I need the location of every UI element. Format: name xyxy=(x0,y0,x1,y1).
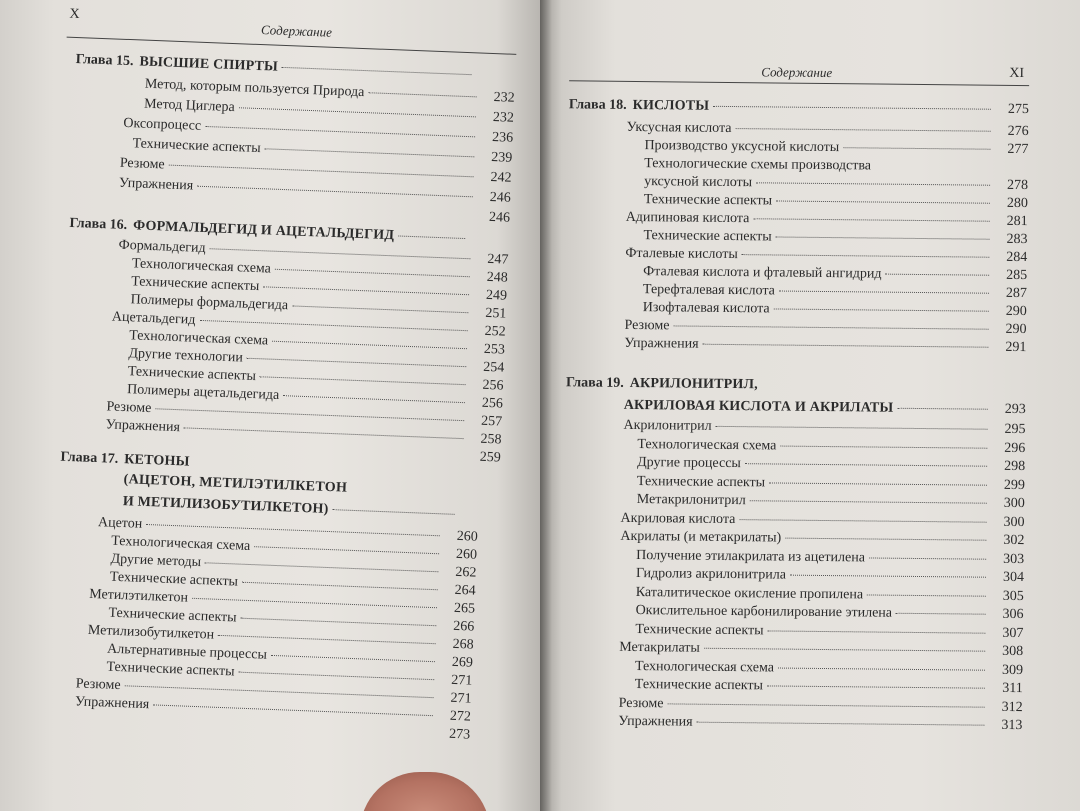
toc-entry-page: 313 xyxy=(1001,717,1023,734)
toc-entry-page: 246 xyxy=(488,209,511,226)
leader-dots xyxy=(745,463,987,467)
toc-entry-page: 311 xyxy=(1002,680,1023,697)
leader-dots xyxy=(272,341,467,349)
toc-entry-page: 278 xyxy=(1007,177,1029,194)
toc-entry-title: Резюме xyxy=(624,317,670,334)
toc-entry-title: уксусной кислоты xyxy=(644,174,753,191)
toc-entry-page: 308 xyxy=(1002,643,1024,660)
right-page-content xyxy=(540,0,1080,811)
toc-entry-title: Ацетон xyxy=(97,515,143,532)
leader-dots xyxy=(875,167,990,168)
toc-entry xyxy=(619,694,1023,715)
toc-entry xyxy=(636,565,1024,586)
toc-entry-title: Резюме xyxy=(618,695,664,711)
running-head xyxy=(540,0,1080,82)
leader-dots xyxy=(146,524,440,536)
toc-entry-title: Метод Циглера xyxy=(143,96,236,116)
toc-entry xyxy=(637,454,1025,475)
toc-entry-title: Каталитическое окисление пропилена xyxy=(635,584,864,602)
toc-entry-page: 281 xyxy=(1006,213,1028,230)
toc-entry xyxy=(618,713,1022,734)
toc-entry-page: 272 xyxy=(449,708,472,725)
toc-entry-title: Производство уксусной кислоты xyxy=(644,138,840,156)
chapter-title-line-2: АКРИЛОВАЯ КИСЛОТА И АКРИЛАТЫ 293 xyxy=(623,397,1026,418)
leader-dots xyxy=(769,482,987,485)
toc-entry-page: 253 xyxy=(483,341,506,358)
leader-dots xyxy=(716,426,988,430)
leader-dots xyxy=(332,509,454,515)
toc-entry-title: Резюме xyxy=(75,676,121,694)
toc-entry-page: 290 xyxy=(1005,303,1027,320)
leader-dots xyxy=(254,546,439,554)
toc-entry-page: 287 xyxy=(1005,285,1028,302)
leader-dots xyxy=(260,376,466,385)
header-rule xyxy=(67,37,517,55)
toc-entry-page: 273 xyxy=(448,726,471,743)
gutter-shadow xyxy=(540,0,552,811)
leader-dots xyxy=(368,92,476,97)
toc-entry-page: 309 xyxy=(1001,662,1024,678)
toc-entry-page: 312 xyxy=(1001,699,1023,715)
leader-dots xyxy=(742,254,990,258)
toc-entry-title: Технические аспекты xyxy=(109,569,239,590)
toc-entry-page: 232 xyxy=(493,90,515,106)
toc-entry-title: Получение этилакрилата из ацетилена xyxy=(636,547,866,565)
toc-entry-page: 246 xyxy=(489,189,512,206)
leader-dots xyxy=(242,582,438,591)
chapter-title: КЕТОНЫ xyxy=(123,452,190,470)
toc-entry-page: 256 xyxy=(482,377,504,394)
toc-entry-page: 249 xyxy=(485,287,508,304)
leader-dots xyxy=(703,344,989,348)
toc-entry-title: Полимеры ацетальдегида xyxy=(126,382,280,404)
toc-entry-title: Оксопроцесс xyxy=(123,115,202,134)
toc-entry-page: 236 xyxy=(491,129,514,146)
toc-entry-title: Технические аспекты xyxy=(106,659,235,680)
leader-dots xyxy=(218,635,436,644)
leader-dots xyxy=(247,358,466,367)
toc-entry-page: 295 xyxy=(1004,421,1026,438)
toc-entry-page: 260 xyxy=(456,528,479,545)
toc-entry xyxy=(635,676,1023,697)
leader-dots xyxy=(753,218,989,221)
chapter-title: ФОРМАЛЬДЕГИД И АЦЕТАЛЬДЕГИД xyxy=(132,218,395,244)
toc-entry-title: Акрилаты (и метакрилаты) xyxy=(620,528,782,546)
leader-dots xyxy=(756,182,990,185)
running-title: Содержание xyxy=(260,22,333,40)
toc-entry xyxy=(636,584,1024,605)
leader-dots xyxy=(282,67,472,75)
leader-dots xyxy=(241,618,437,627)
toc-entry-page: 300 xyxy=(1003,495,1025,512)
leader-dots xyxy=(74,202,472,217)
right-page xyxy=(540,0,1080,811)
toc-chapter-15 xyxy=(75,51,475,83)
leader-dots xyxy=(869,557,986,559)
toc-entry-title: Акрилонитрил xyxy=(623,417,712,434)
toc-entry-page: 280 xyxy=(1006,195,1028,212)
toc-entry xyxy=(635,621,1023,642)
page-ref: 293 xyxy=(1004,401,1026,418)
toc-entry-page: 262 xyxy=(455,564,477,581)
toc-entry-page: 239 xyxy=(491,149,513,166)
leader-dots xyxy=(238,672,434,681)
leader-dots xyxy=(263,286,469,295)
toc-entry-page: 291 xyxy=(1005,339,1027,356)
toc-entry-title: Метилэтилкетон xyxy=(88,586,189,606)
toc-entry-title: Технологическая схема xyxy=(111,533,251,555)
leader-dots xyxy=(239,107,476,117)
toc-entry-page: 232 xyxy=(492,110,515,126)
toc-entry-page: 251 xyxy=(485,305,507,322)
toc-entry-title: Акриловая кислота xyxy=(620,510,736,527)
toc-chapter-19 xyxy=(566,374,866,394)
leader-dots xyxy=(271,655,435,662)
toc-entry xyxy=(620,509,1024,530)
leader-dots xyxy=(205,126,475,137)
toc-entry-title: Упражнения xyxy=(118,175,194,194)
toc-entry xyxy=(636,602,1024,623)
toc-entry-page: 257 xyxy=(480,413,503,430)
chapter-label: Глава 17. xyxy=(60,449,119,467)
leader-dots xyxy=(697,722,985,726)
toc-entry-title: Окислительное карбонилирование этилена xyxy=(635,603,893,621)
chapter-label: Глава 15. xyxy=(75,51,134,70)
toc-entry-title: Метакрилаты xyxy=(619,639,700,656)
toc-entry xyxy=(619,639,1023,660)
page-number: XI xyxy=(1009,65,1025,82)
leader-dots xyxy=(275,269,470,277)
chapter-label: Глава 18. xyxy=(568,97,627,113)
toc-entry-page: 296 xyxy=(1004,440,1026,456)
page-ref: 275 xyxy=(1007,101,1029,118)
leader-dots xyxy=(292,305,468,313)
toc-entry-page: 254 xyxy=(482,359,505,376)
toc-entry-page: 277 xyxy=(1007,141,1029,158)
leader-dots xyxy=(192,598,437,608)
leader-dots xyxy=(704,648,985,652)
toc-entry-page: 306 xyxy=(1002,606,1024,623)
leader-dots xyxy=(184,427,464,439)
toc-entry-title: Технические аспекты xyxy=(643,228,772,245)
toc-entry-page: 265 xyxy=(453,600,476,617)
leader-dots xyxy=(790,575,986,578)
toc-entry xyxy=(624,335,1026,356)
toc-entry-title: Терефталевая кислота xyxy=(642,282,775,299)
toc-entry-title: Другие технологии xyxy=(128,346,244,366)
leader-dots xyxy=(750,500,987,503)
chapter-title: ВЫСШИЕ СПИРТЫ xyxy=(139,54,279,75)
toc-entry-title: Метилизобутилкетон xyxy=(87,622,215,643)
toc-entry-title: Адипиновая кислота xyxy=(625,209,750,227)
toc-entry-title: Уксусная кислота xyxy=(626,119,732,137)
toc-entry-title: Метод, которым пользуется Природа xyxy=(144,76,365,101)
toc-entry-title: Технологическая схема xyxy=(634,658,775,675)
toc-entry-page: 269 xyxy=(451,654,474,671)
toc-entry-title: Упражнения xyxy=(624,335,699,352)
toc-entry-title: Технические аспекты xyxy=(643,192,773,209)
leader-dots xyxy=(776,236,990,239)
toc-entry-page: 298 xyxy=(1004,458,1026,475)
toc-entry-title: Резюме xyxy=(106,399,152,417)
toc-entry-page: 268 xyxy=(452,636,474,653)
leader-dots xyxy=(197,186,473,198)
toc-entry-page: 258 xyxy=(480,431,502,448)
toc-entry-page: 283 xyxy=(1006,231,1028,248)
leader-dots xyxy=(776,200,990,203)
toc-entry-page: 307 xyxy=(1002,625,1024,641)
leader-dots xyxy=(843,147,990,150)
toc-entry-title: Технологические схемы производства xyxy=(644,156,872,174)
toc-entry-page: 271 xyxy=(450,690,472,707)
leader-dots xyxy=(265,148,475,157)
chapter-label: Глава 16. xyxy=(69,215,128,234)
toc-entry-title: Резюме xyxy=(119,155,165,173)
toc-entry-page: 260 xyxy=(455,546,478,563)
toc-entry-title: Технические аспекты xyxy=(635,621,764,638)
toc-entry-title: Упражнения xyxy=(74,694,150,713)
leader-dots xyxy=(736,128,991,132)
toc-entry-page: 271 xyxy=(450,672,473,689)
chapter-title-line-2: (АЦЕТОН, МЕТИЛЭТИЛКЕТОН xyxy=(123,472,348,496)
leader-dots xyxy=(283,395,465,403)
toc-entry-title: Фталевые кислоты xyxy=(625,245,738,263)
toc-entry-page: 259 xyxy=(479,449,502,466)
toc-entry xyxy=(637,436,1025,457)
toc-entry-title: Формальдегид xyxy=(118,237,206,257)
toc-entry xyxy=(623,417,1025,438)
leader-dots xyxy=(867,594,986,596)
toc-entry-title: Упражнения xyxy=(105,417,181,436)
toc-entry-page: 300 xyxy=(1003,514,1025,530)
leader-dots xyxy=(205,562,438,572)
toc-entry-title: Метакрилонитрил xyxy=(636,492,746,509)
toc-entry-title: Фталевая кислота и фталевый ангидрид xyxy=(643,264,882,282)
toc-entry-title: Технические аспекты xyxy=(132,136,261,157)
leader-dots xyxy=(778,667,985,670)
leader-dots xyxy=(153,704,433,716)
leader-dots xyxy=(739,519,986,523)
toc-entry-title: Технические аспекты xyxy=(127,364,257,385)
leader-dots xyxy=(774,308,989,311)
toc-entry-page: 242 xyxy=(490,169,512,186)
running-title: Содержание xyxy=(761,64,833,81)
toc-entry-page: 290 xyxy=(1005,321,1027,338)
toc-entry-page: 302 xyxy=(1003,532,1025,549)
toc-entry xyxy=(637,491,1025,512)
toc-entry-title: Ацетальдегид xyxy=(111,309,196,328)
page-number: X xyxy=(69,6,80,23)
leader-dots xyxy=(886,274,990,276)
leader-dots xyxy=(398,235,465,239)
toc-entry-title: Другие процессы xyxy=(637,455,741,472)
toc-entry-page: 276 xyxy=(1007,123,1029,140)
toc-entry-page: 299 xyxy=(1003,477,1026,493)
toc-entry-title: Изофталевая кислота xyxy=(642,300,770,317)
toc-entry-title: Технические аспекты xyxy=(636,473,766,490)
toc-entry-title: Технологическая схема xyxy=(637,436,777,453)
chapter-title: АКРИЛОНИТРИЛ, xyxy=(629,375,758,393)
leader-dots xyxy=(169,165,474,178)
leader-dots xyxy=(673,325,988,329)
toc-entry-title: Технические аспекты xyxy=(130,274,260,295)
toc-entry-page: 266 xyxy=(453,618,475,635)
leader-dots xyxy=(780,445,987,448)
leader-dots xyxy=(779,291,989,294)
toc-entry-title: Технологическая схема xyxy=(131,256,272,277)
toc-entry-page: 285 xyxy=(1006,267,1028,284)
toc-entry xyxy=(637,473,1025,494)
toc-entry-page: 284 xyxy=(1006,249,1028,266)
leader-dots xyxy=(785,538,986,541)
leader-dots xyxy=(668,703,985,707)
toc-chapter-18 xyxy=(569,96,1029,118)
header-rule xyxy=(569,80,1029,86)
chapter-title: КИСЛОТЫ xyxy=(632,97,710,114)
toc-entry-page: 247 xyxy=(487,251,509,268)
leader-dots xyxy=(767,685,985,688)
toc-entry-page: 264 xyxy=(454,582,476,599)
toc-entry-page: 303 xyxy=(1003,551,1025,567)
leader-dots xyxy=(768,630,986,633)
toc-entry-page: 248 xyxy=(486,269,508,286)
toc-entry xyxy=(635,658,1023,679)
toc-entry xyxy=(636,547,1024,568)
toc-entry-title: Альтернативные процессы xyxy=(106,641,268,663)
leader-dots xyxy=(199,320,467,331)
running-head xyxy=(0,0,540,40)
toc-entry xyxy=(620,528,1024,549)
chapter-label: Глава 19. xyxy=(565,375,624,391)
toc-entry-title: Технологическая схема xyxy=(128,328,269,349)
leader-dots xyxy=(896,613,986,615)
toc-entry-title: Другие методы xyxy=(110,551,202,571)
leader-dots xyxy=(897,408,987,410)
toc-entry-title: Технические аспекты xyxy=(634,677,764,694)
toc-entry-title: Технические аспекты xyxy=(108,605,237,626)
leader-dots xyxy=(713,106,991,110)
toc-entry-page: 256 xyxy=(481,395,504,412)
chapter-title-line-3: И МЕТИЛИЗОБУТИЛКЕТОН) xyxy=(123,493,459,523)
toc-entry-page: 304 xyxy=(1002,569,1025,586)
toc-entry-page: 252 xyxy=(484,323,506,340)
toc-entry-title: Полимеры формальдегида xyxy=(130,292,289,314)
toc-entry-title: Упражнения xyxy=(618,713,693,730)
toc-entry-title: Гидролиз акрилонитрила xyxy=(635,566,787,583)
toc-entry-page: 305 xyxy=(1002,588,1024,604)
leader-dots xyxy=(210,248,471,259)
